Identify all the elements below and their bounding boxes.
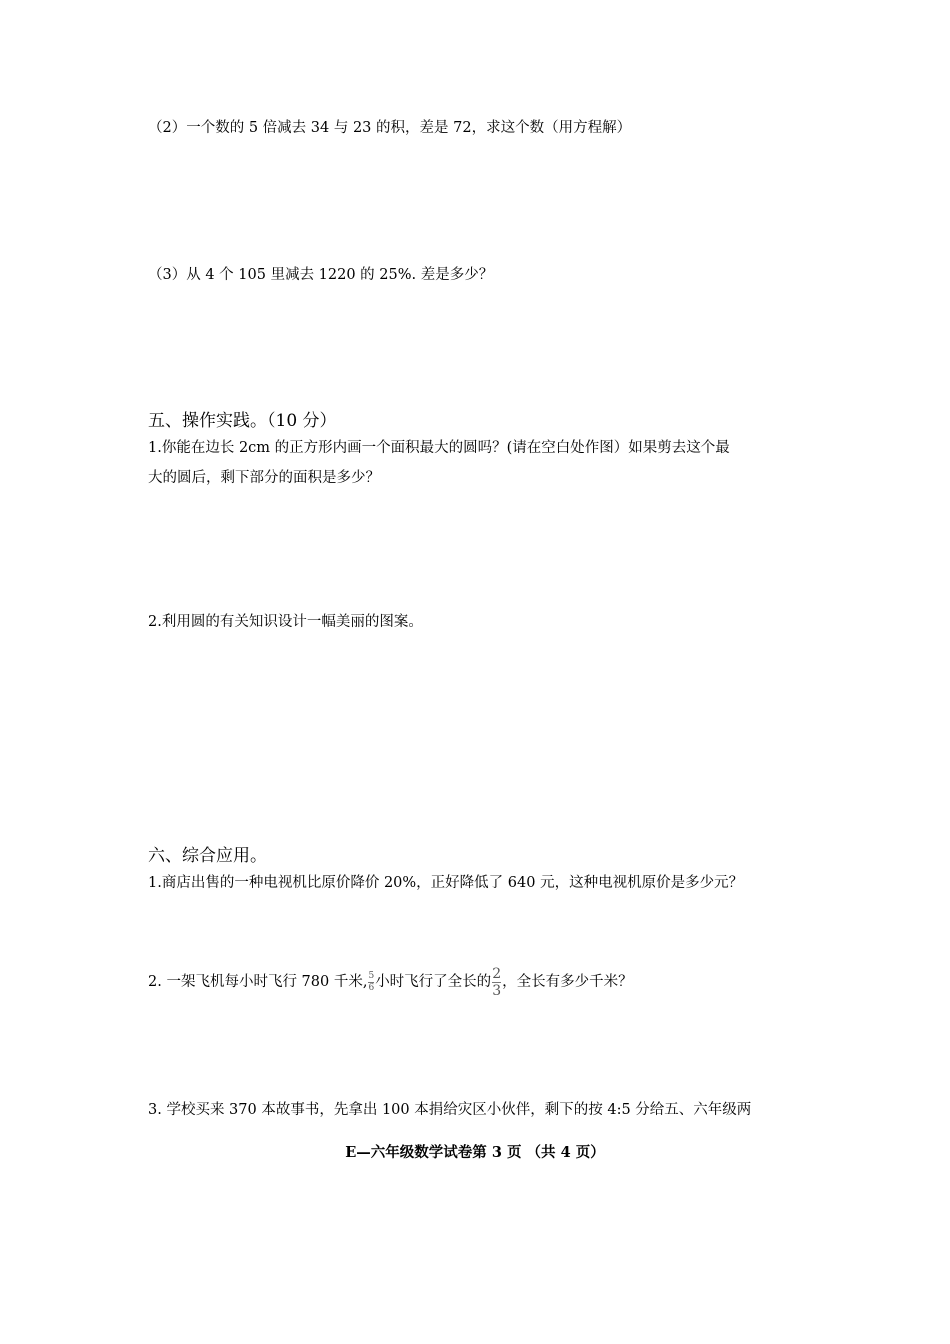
question-6-2-part1: 2. 一架飞机每小时飞行 780 千米, <box>148 974 368 990</box>
section-6-heading: 六、综合应用。 <box>148 846 267 866</box>
question-6-1: 1.商店出售的一种电视机比原价降价 20%，正好降低了 640 元，这种电视机原价是多少元？ <box>148 875 744 891</box>
question-5-2: 2.利用圆的有关知识设计一幅美丽的图案。 <box>148 614 423 630</box>
question-5-1-line2: 大的圆后，剩下部分的面积是多少？ <box>148 470 380 486</box>
question-4-2: （2）一个数的 5 倍减去 34 与 23 的积，差是 72，求这个数（用方程解） <box>148 120 632 136</box>
page-footer: E—六年级数学试卷第 3 页 （共 4 页） <box>345 1144 605 1161</box>
question-4-3: （3）从 4 个 105 里减去 1220 的 25%. 差是多少？ <box>148 267 494 283</box>
section-5-heading: 五、操作实践。（10 分） <box>148 411 337 431</box>
question-5-1-line1: 1.你能在边长 2cm 的正方形内画一个面积最大的圆吗？(请在空白处作图）如果剪去这个最 <box>148 440 730 456</box>
question-6-2-part2: 小时飞行了全长的 <box>375 974 492 990</box>
question-6-3: 3. 学校买来 370 本故事书，先拿出 100 本捐给灾区小伙伴，剩下的按 4:5 分给五、六年级两 <box>148 1102 752 1118</box>
fraction-two-thirds: $\frac{2}{3}$ <box>492 965 502 999</box>
fraction-five-sixths: $\frac{5}{6}$ <box>368 970 375 993</box>
question-6-2 <box>148 962 633 1002</box>
question-6-2-part3: ，全长有多少千米？ <box>502 974 633 990</box>
